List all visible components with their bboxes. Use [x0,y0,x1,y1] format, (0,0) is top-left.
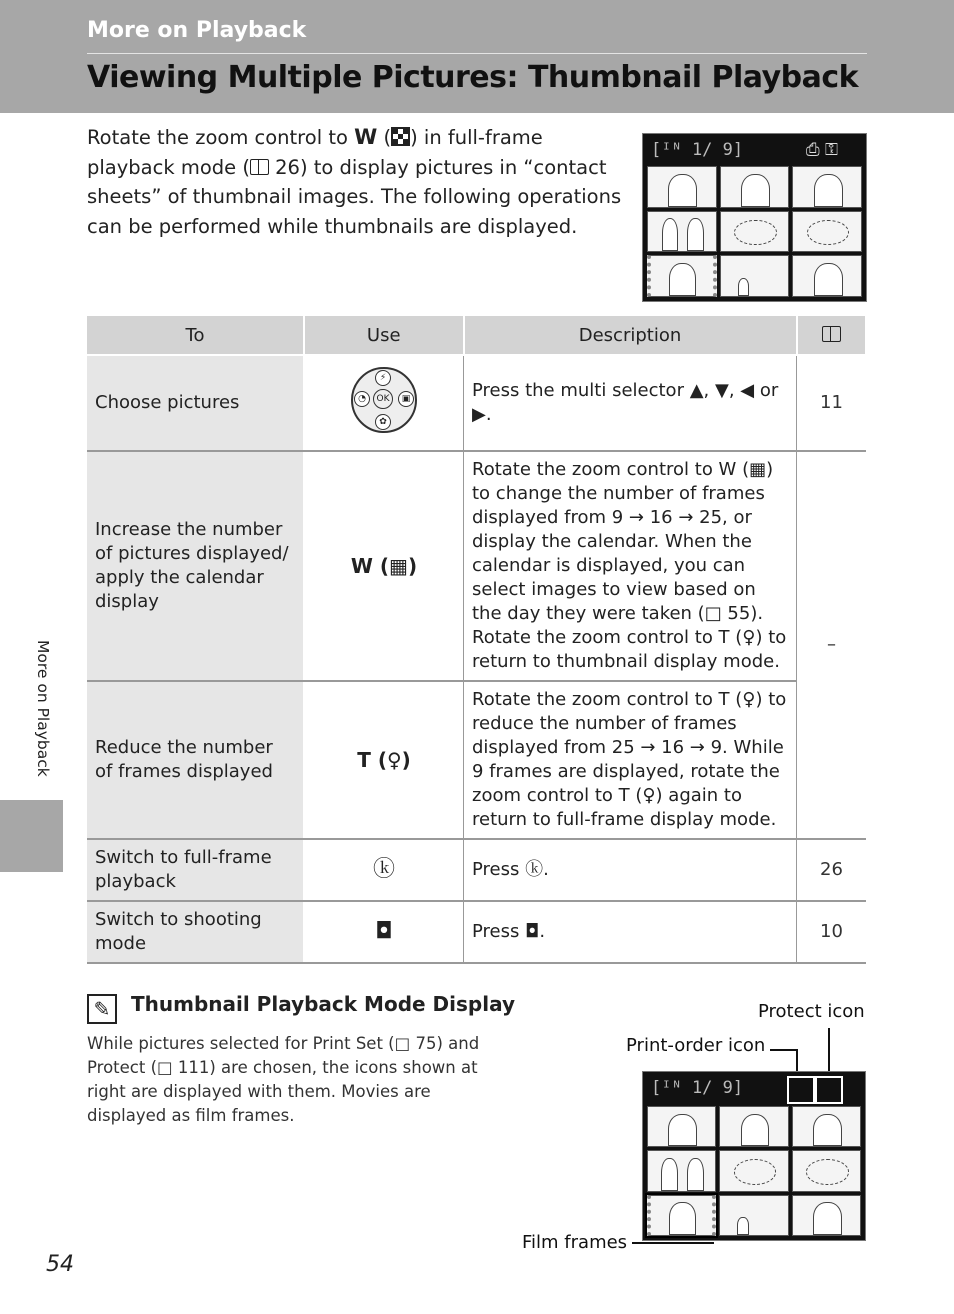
note-title [87,992,515,1024]
callout-line [770,1049,798,1051]
header-description: Description [464,316,797,355]
intro-text-3: ) in full-frame playback mode ( [87,126,543,179]
status-icons: ⎙ ⚿ [806,140,838,160]
chapter-tab [0,800,63,872]
thumbnail [719,1195,788,1236]
frame-counter: [ᴵᴺ 1/ 9] [651,140,744,160]
thumbnail [792,255,862,297]
row-page: 10 [797,901,867,963]
row-description: Rotate the zoom control to W (▦) to change the number of frames displayed from 9 → 16 → 25, or display the calendar. When the calendar is displayed, you can select images to view based on the day they were taken (□ 55). Rotate the zoom control to T (♀) to return to thumbnail display mode. [464,451,797,681]
thumbnail [647,1106,716,1147]
w-key: W [354,125,378,149]
note-pencil-icon: ✎ [87,994,117,1024]
row-description: Rotate the zoom control to T (♀) to reduce the number of frames displayed from 25 → 16 → 9. While 9 frames are displayed, rotate the zoom control to T (♀) again to return to full-frame display mode. [464,681,797,839]
row-to: Switch to shooting mode [87,901,304,963]
print-order-icon [787,1076,815,1104]
thumbnail [719,1150,788,1191]
thumbnail [647,166,717,208]
table-row [87,681,866,839]
intro-text-4: 26) to display pictures in “contact sheets” of thumbnail images. The following operations can be performed while thumbnails are displayed. [87,155,622,238]
film-frames-callout: Film frames [522,1232,628,1253]
row-page: 26 [797,839,867,901]
note-body: While pictures selected for Print Set (□ 75) and Protect (□ 111) are chosen, the icons shown at right are displayed with them. Movies are displayed as film frames. [87,1034,480,1125]
thumbnail-grid-icon [391,127,410,146]
frame-counter: [ᴵᴺ 1/ 9] [651,1078,744,1098]
book-ref-icon [250,159,269,175]
row-description: Press ◘. [464,901,797,963]
page-number: 54 [46,1252,74,1277]
intro-text-2: ( [377,126,392,149]
chapter-side-label: More on Playback [34,640,52,777]
row-to: Increase the number of pictures displayed/ apply the calendar display [87,451,304,681]
print-order-callout: Print-order icon [626,1035,766,1056]
section-title: More on Playback [87,18,307,43]
page-title: Viewing Multiple Pictures: Thumbnail Playback [87,60,859,95]
row-to: Switch to full-frame playback [87,839,304,901]
row-page: 11 [797,355,867,451]
thumbnail [792,1106,861,1147]
row-to: Reduce the number of frames displayed [87,681,304,839]
thumbnail [792,1195,861,1236]
table-row [87,355,866,451]
operations-table [87,316,867,964]
thumbnail-screen-annotated [642,1071,866,1241]
protect-icon-callout: Protect icon [758,1001,865,1022]
row-description: Press the multi selector ▲, ▼, ◀ or ▶. [464,355,797,451]
header-to: To [87,316,304,355]
page-header [0,0,954,113]
callout-line [632,1242,714,1244]
note-title-text: Thumbnail Playback Mode Display [131,992,515,1016]
thumbnail [720,166,790,208]
multi-selector-icon: OK ⚡ ✿ ◔ ▣ [351,367,417,433]
callout-line [828,1028,830,1076]
row-to: Choose pictures [87,355,304,451]
thumbnail [792,211,862,253]
intro-paragraph [87,123,622,241]
row-page: – [797,451,867,839]
thumbnail [720,255,790,297]
intro-text-1: Rotate the zoom control to [87,126,355,149]
thumbnail-film [647,1195,716,1236]
thumbnail [792,1150,861,1191]
thumbnail [719,1106,788,1147]
book-ref-icon [822,326,841,342]
header-divider [87,53,867,54]
header-page [797,316,867,355]
header-use: Use [304,316,464,355]
thumbnail-film [647,255,717,297]
row-description: Press ⓚ. [464,839,797,901]
table-header-row [87,316,866,355]
row-use: W (▦) [304,451,464,681]
table-row [87,839,866,901]
thumbnail [720,211,790,253]
protect-icon [815,1076,843,1104]
thumbnail-screen-preview [642,133,867,302]
row-use [304,355,464,451]
thumbnail [647,211,717,253]
table-row [87,451,866,681]
thumbnail [792,166,862,208]
row-use: T (♀) [304,681,464,839]
row-use: ⓚ [304,839,464,901]
thumbnail [647,1150,716,1191]
row-use: ◘ [304,901,464,963]
table-row [87,901,866,963]
